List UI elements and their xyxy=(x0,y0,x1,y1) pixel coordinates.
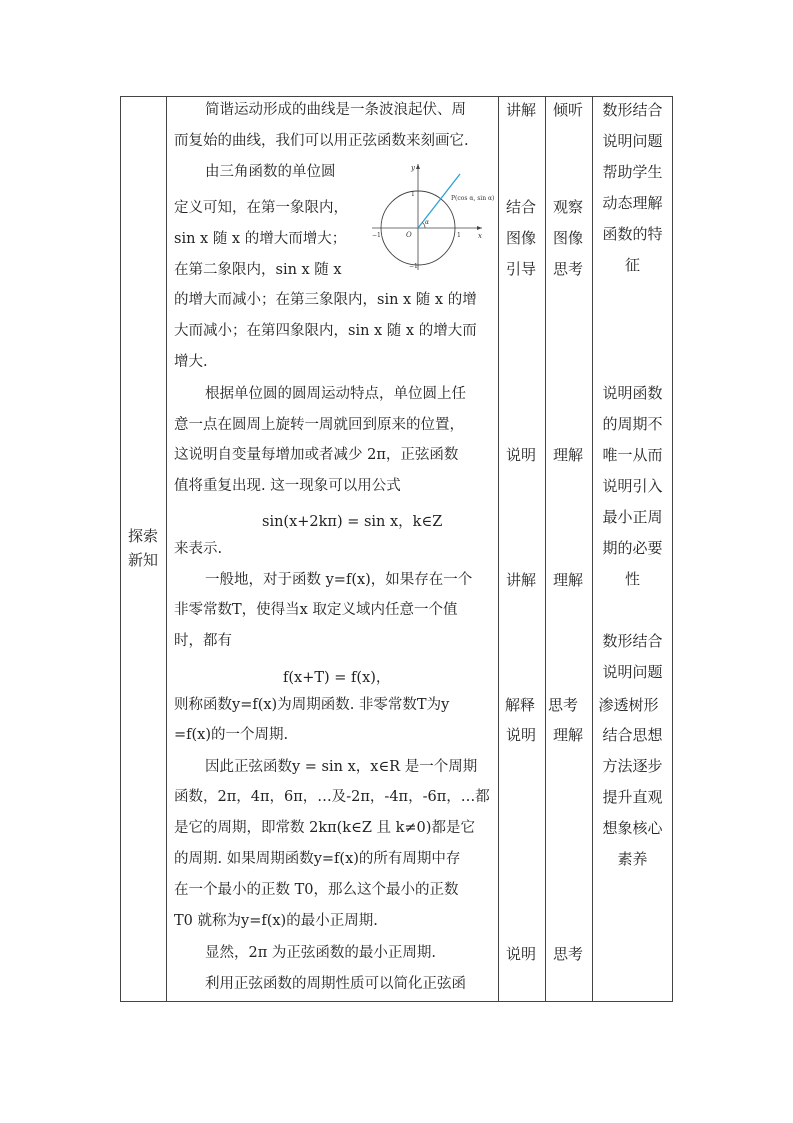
student-activity: 理解 xyxy=(552,571,583,589)
text-line: 一般地，对于函数 y=f(x)，如果存在一个 xyxy=(205,572,473,588)
text-line: 利用正弦函数的周期性质可以简化正弦函 xyxy=(205,976,466,992)
text-line: 在一个最小的正数 T0，那么这个最小的正数 xyxy=(174,882,459,898)
text-line: 简谐运动形成的曲线是一条波浪起伏、周 xyxy=(205,102,466,118)
y-axis-arrow-icon xyxy=(416,164,420,169)
text-line: 因此正弦函数y = sin x，x∈R 是一个周期 xyxy=(205,759,478,775)
text-line: 显然，2π 为正弦函数的最小正周期. xyxy=(205,945,436,961)
text-line: 函数，2π，4π，6π，…及-2π，-4π，-6π，…都 xyxy=(174,789,490,805)
teacher-activity: 结合 图像 引导 xyxy=(505,198,536,278)
text-line: 根据单位圆的圆周运动特点，单位圆上任 xyxy=(205,386,466,402)
tick-one-top: 1 xyxy=(411,191,415,198)
text-line: 非零常数T，使得当x 取定义域内任意一个值 xyxy=(174,602,458,618)
design-purpose: 说明函数 的周期不 唯一从而 说明引入 最小正周 期的必要 性 xyxy=(602,384,663,588)
teacher-activity: 说明 xyxy=(505,945,536,963)
teacher-activity: 说明 xyxy=(505,446,536,464)
point-label: P(cos α, sin α) xyxy=(451,195,495,202)
text-line: 大而减小；在第四象限内，sin x 随 x 的增大而 xyxy=(174,323,477,339)
tick-one-bottom: −1 xyxy=(409,263,418,270)
formula-periodicity: sin(x+2kπ) = sin x，k∈Z xyxy=(262,514,443,530)
y-label: y xyxy=(411,164,415,172)
unit-circle-figure xyxy=(370,160,495,272)
text-line: 的增大而减小；在第三象限内，sin x 随 x 的增 xyxy=(174,292,477,308)
text-line: T0 就称为y=f(x)的最小正周期. xyxy=(174,913,378,929)
origin-label: O xyxy=(406,231,412,239)
teacher-activity: 解释 xyxy=(504,696,535,714)
tick-one-right: 1 xyxy=(457,232,461,239)
teacher-activity: 讲解 xyxy=(505,101,536,119)
design-purpose: 渗透树形 xyxy=(598,696,659,714)
design-purpose: 数形结合 说明问题 xyxy=(602,632,663,681)
text-line: sin x 随 x 的增大而增大； xyxy=(174,231,347,247)
student-activity: 思考 xyxy=(547,696,578,714)
student-activity: 倾听 xyxy=(552,101,583,119)
text-line: 在第二象限内，sin x 随 x xyxy=(174,262,342,278)
text-line: 而复始的曲线，我们可以用正弦函数来刻画它. xyxy=(174,133,469,149)
text-line: 由三角函数的单位圆 xyxy=(205,164,336,180)
text-line: 值将重复出现. 这一现象可以用公式 xyxy=(174,478,401,494)
formula-period-definition: f(x+T) = f(x)， xyxy=(283,670,391,686)
student-activity: 理解 xyxy=(552,446,583,464)
x-axis-arrow-icon xyxy=(477,226,482,230)
text-line: 这说明自变量每增加或者减少 2π，正弦函数 xyxy=(174,447,459,463)
teacher-activity: 讲解 xyxy=(505,571,536,589)
design-purpose: 数形结合 说明问题 帮助学生 动态理解 函数的特 征 xyxy=(602,101,663,274)
text-line: 增大. xyxy=(174,354,208,370)
section-label: 探索 新知 xyxy=(127,527,158,569)
text-line: 是它的周期，即常数 2kπ(k∈Z 且 k≠0)都是它 xyxy=(174,820,475,836)
x-label: x xyxy=(478,232,482,240)
text-line: 意一点在圆周上旋转一周就回到原来的位置， xyxy=(174,417,464,433)
text-line: 的周期. 如果周期函数y=f(x)的所有周期中存 xyxy=(174,851,461,867)
student-activity: 观察 图像 思考 xyxy=(552,198,583,278)
text-line: 定义可知，在第一象限内， xyxy=(174,200,348,216)
teacher-activity: 说明 xyxy=(505,726,536,744)
text-line: 来表示. xyxy=(174,541,223,557)
student-activity: 理解 xyxy=(552,726,583,744)
angle-label: α xyxy=(425,219,430,226)
text-line: 时，都有 xyxy=(174,633,232,649)
text-line: =f(x)的一个周期. xyxy=(174,727,289,743)
column-divider xyxy=(166,97,167,1001)
design-purpose: 结合思想 方法逐步 提升直观 想象核心 素养 xyxy=(602,726,663,868)
tick-one-left: −1 xyxy=(372,232,381,239)
student-activity: 思考 xyxy=(552,945,583,963)
text-line: 则称函数y=f(x)为周期函数. 非零常数T为y xyxy=(174,697,450,713)
